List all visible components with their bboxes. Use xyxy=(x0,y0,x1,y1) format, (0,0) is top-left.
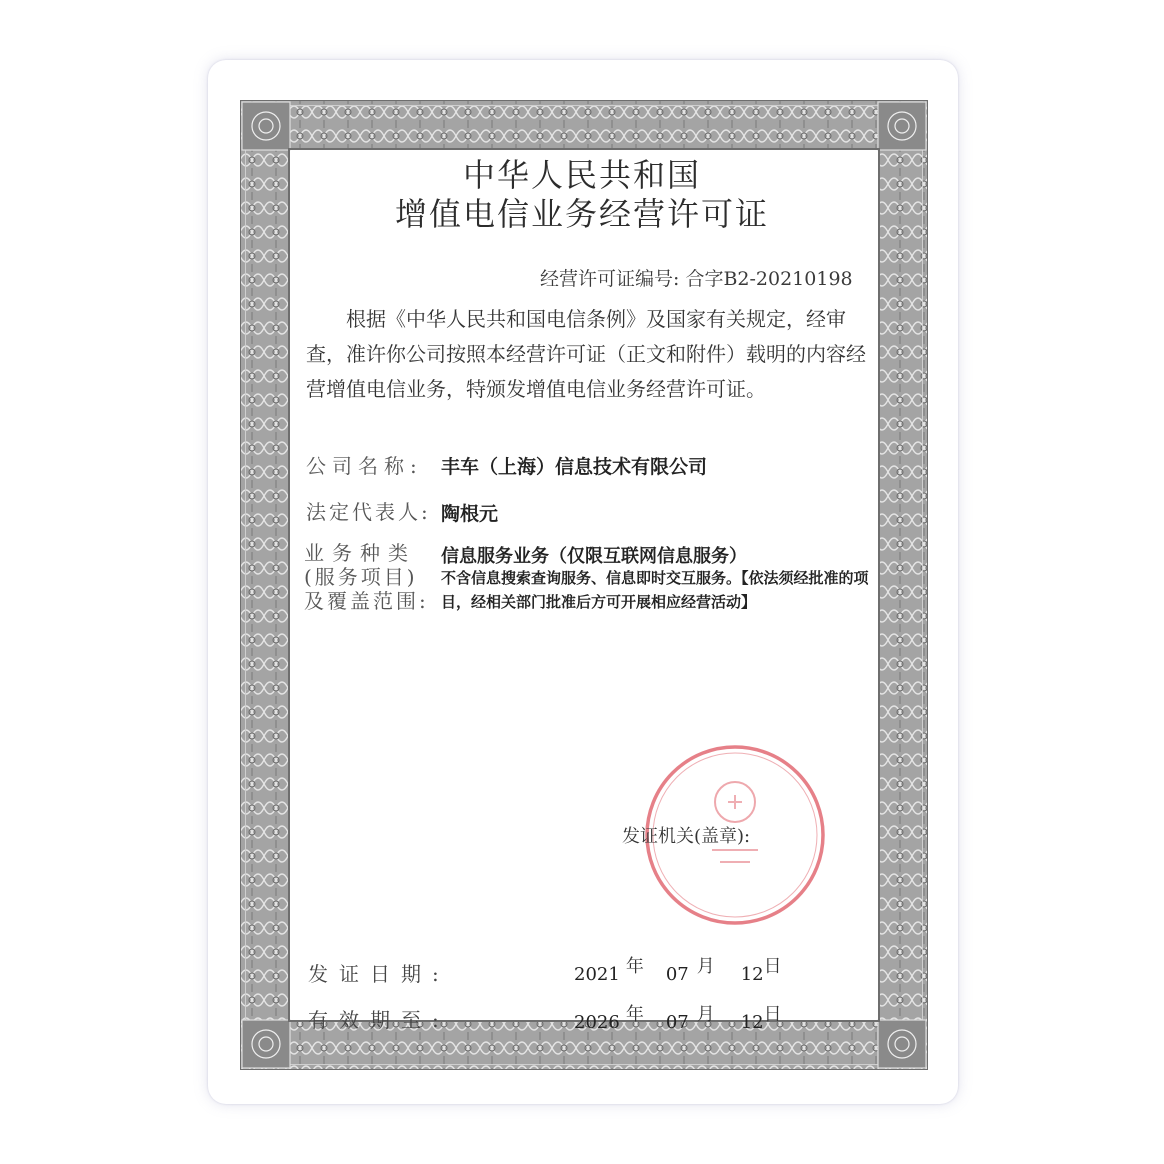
valid-day: 12 xyxy=(740,1012,764,1033)
company-name-value: 丰车（上海）信息技术有限公司 xyxy=(441,456,708,478)
valid-month-unit: 月 xyxy=(696,1004,715,1025)
issue-month: 07 xyxy=(665,964,689,985)
valid-year-unit: 年 xyxy=(625,1004,644,1025)
issue-month-unit: 月 xyxy=(696,956,715,977)
valid-month: 07 xyxy=(665,1012,689,1033)
service-label-line-1: 业务种类 xyxy=(304,541,416,565)
service-label-line-2: (服务项目) xyxy=(304,565,418,589)
service-label xyxy=(304,541,444,613)
issue-day-unit: 日 xyxy=(763,956,782,977)
service-type: 信息服务业务（仅限互联网信息服务） xyxy=(441,546,747,567)
valid-until-label: 有效期至: xyxy=(308,1008,450,1032)
service-label-line-3: 及覆盖范围: xyxy=(304,589,429,613)
license-number: 经营许可证编号: 合字B2-20210198 xyxy=(540,268,853,290)
issuer-label: 发证机关(盖章): xyxy=(622,826,751,847)
valid-until-value xyxy=(574,1004,782,1034)
issue-day: 12 xyxy=(740,964,764,985)
issue-date-label: 发证日期: xyxy=(308,962,450,986)
title-line-2: 增值电信业务经营许可证 xyxy=(394,195,769,233)
service-scope: 不含信息搜索查询服务、信息即时交互服务。【依法须经批准的项目，经相关部门批准后方可开展相应经营活动】 xyxy=(441,569,869,611)
valid-year: 2026 xyxy=(574,1012,620,1033)
certificate-statement: 根据《中华人民共和国电信条例》及国家有关规定，经审查，准许你公司按照本经营许可证（正文和附件）载明的内容经营增值电信业务，特颁发增值电信业务经营许可证。 xyxy=(306,307,866,401)
title-line-1: 中华人民共和国 xyxy=(462,156,701,194)
issue-year-unit: 年 xyxy=(625,956,644,977)
legal-rep-value: 陶根元 xyxy=(441,503,499,525)
issue-year: 2021 xyxy=(574,964,620,985)
legal-rep-label: 法定代表人: xyxy=(306,500,431,524)
valid-day-unit: 日 xyxy=(763,1004,782,1025)
issue-date-value xyxy=(574,956,782,986)
company-name-label: 公司名称: xyxy=(306,454,423,478)
